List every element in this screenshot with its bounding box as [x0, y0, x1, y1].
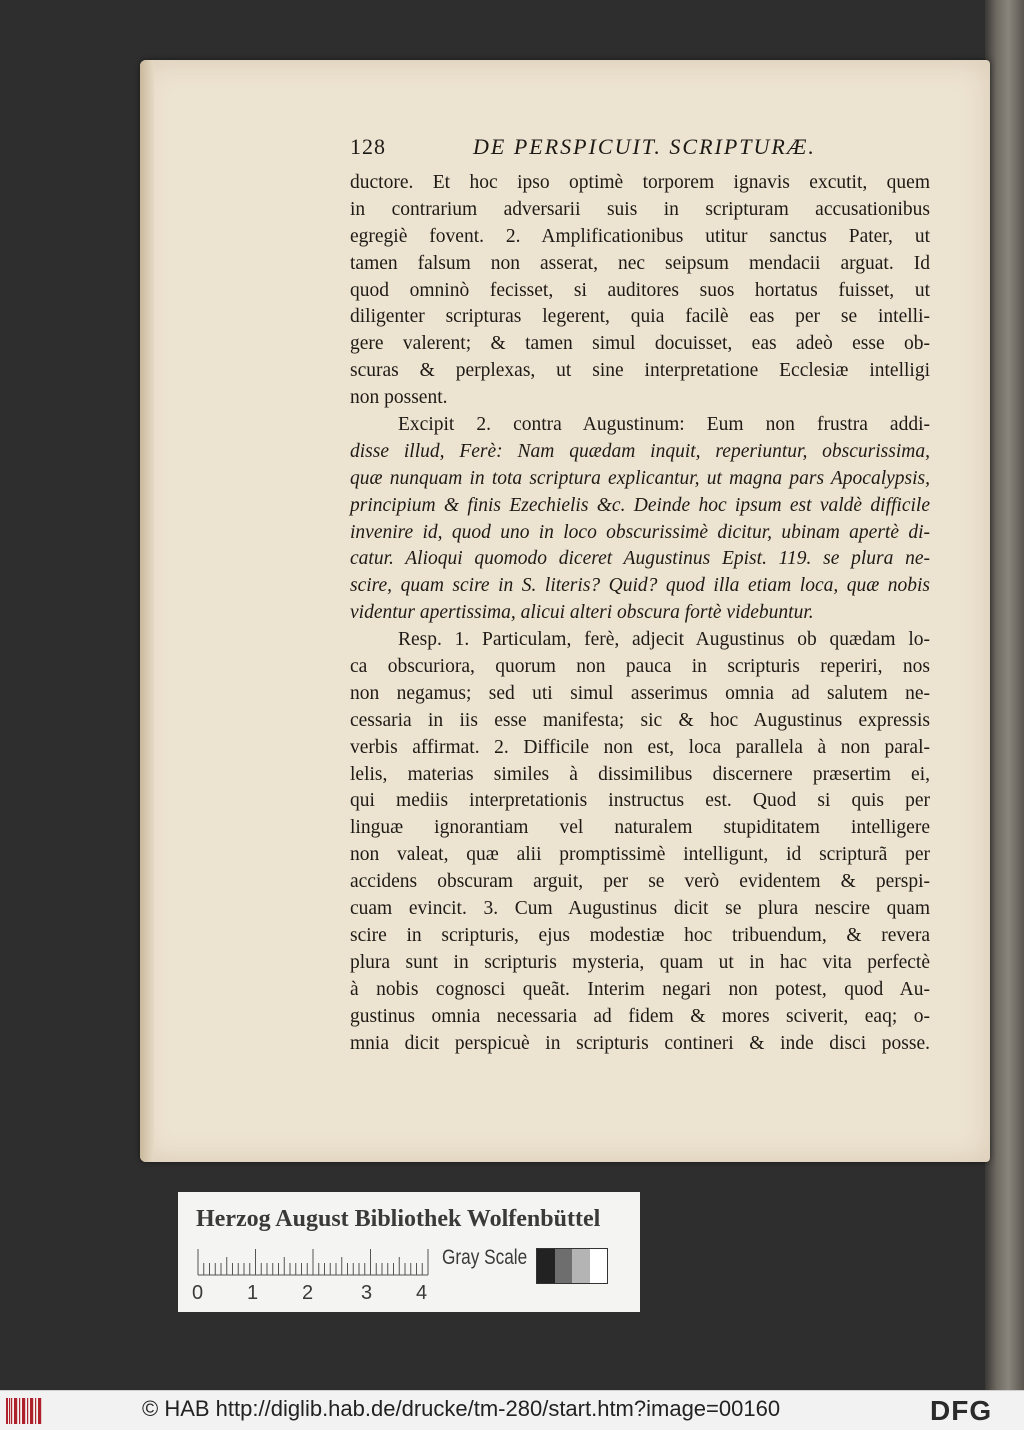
text-line: cessaria in iis esse manifesta; sic & hoc Augustinus expressis [350, 709, 930, 731]
text-line: qui mediis interpretationis instructus est. Quod si quis per [350, 790, 930, 812]
page-gutter [140, 60, 154, 1162]
barcode-bar [40, 1398, 41, 1424]
ruler-number: 1 [247, 1282, 259, 1304]
text-line: ca obscuriora, quorum non pauca in scripturis reperiri, nos [350, 656, 930, 678]
body-text [350, 170, 930, 1057]
barcode-bar [27, 1398, 28, 1424]
text-line: à nobis cognosci queãt. Interim negari non potest, quod Au- [350, 978, 930, 1000]
text-line: gere valerent; & tamen simul docuisset, eas adeò esse ob- [350, 333, 930, 355]
text-line: Resp. 1. Particulam, ferè, adjecit Augustinus ob quædam lo- [398, 629, 930, 651]
barcode-icon [6, 1398, 42, 1424]
text-line: scire, quam scire in S. literis? Quid? quod illa etiam loca, quæ nobis [350, 575, 930, 597]
ruler-number: 3 [361, 1282, 373, 1304]
text-line: catur. Alioqui quomodo diceret Augustinus Epist. 119. se plura ne- [350, 548, 930, 570]
gray-scale-label: Gray Scale [442, 1246, 528, 1269]
text-line: quod omninò fecisset, si auditores suos hortatus fuisset, ut [350, 279, 930, 301]
ruler-number: 4 [416, 1282, 428, 1304]
text-line: scuras & perplexas, ut sine interpretatione Ecclesiæ intelligi [350, 360, 930, 382]
dfg-logo: DFG [930, 1395, 993, 1426]
text-line: non possent. [350, 387, 448, 409]
page-number: 128 [350, 134, 386, 159]
text-line: quæ nunquam in tota scriptura explicantur, ut magna pars Apocalypsis, [350, 467, 930, 489]
barcode-bar [32, 1398, 33, 1424]
text-line: plura sunt in scripturis mysteria, quam ut in hac vita perfectè [350, 951, 930, 973]
barcode-bar [11, 1398, 12, 1424]
ruler-number: 2 [302, 1282, 314, 1304]
barcode-bar [19, 1398, 20, 1424]
footer-copyright-link[interactable]: © HAB http://diglib.hab.de/drucke/tm-280/start.htm?image=00160 [142, 1396, 781, 1421]
gray-swatch [555, 1249, 573, 1283]
barcode-bar [14, 1398, 16, 1424]
text-line: scire in scripturis, ejus modestiæ hoc tribuendum, & revera [350, 924, 930, 946]
text-line: non negamus; sed uti simul asserimus omnia ad salutem ne- [350, 682, 930, 704]
barcode-bar [24, 1398, 25, 1424]
gray-scale-swatches [536, 1248, 608, 1284]
text-line: invenire id, quod uno in loco obscurissimè dicitur, ubinam apertè di- [350, 521, 930, 543]
barcode-bar [35, 1398, 36, 1424]
text-line: videntur apertissima, alicui alteri obscura fortè videbuntur. [350, 602, 814, 624]
gray-swatch [537, 1249, 555, 1283]
running-head [350, 134, 850, 164]
library-label [178, 1192, 640, 1312]
text-line: in contrarium adversarii suis in scripturam accusationibus [350, 198, 930, 220]
text-line: diligenter scripturas legerent, quia facilè eas per se intelli- [350, 306, 930, 328]
gray-swatch [572, 1249, 590, 1283]
text-line: accidens obscuram arguit, per se verò evidentem & perspi- [350, 871, 930, 893]
running-title: DE PERSPICUIT. SCRIPTURÆ. [473, 134, 816, 159]
library-name: Herzog August Bibliothek Wolfenbüttel [196, 1206, 601, 1232]
footer-bar [0, 1390, 1024, 1430]
text-line: linguæ ignorantiam vel naturalem stupiditatem intelligere [350, 817, 930, 839]
text-line: tamen falsum non asserat, nec seipsum mendacii arguat. Id [350, 252, 930, 274]
text-line: non valeat, quæ alii promptissimè intelligunt, id scripturã per [350, 844, 930, 866]
text-line: disse illud, Ferè: Nam quædam inquit, reperiuntur, obscurissima, [350, 440, 930, 462]
text-line: Excipit 2. contra Augustinum: Eum non frustra addi- [398, 414, 930, 436]
barcode-bar [6, 1398, 8, 1424]
barcode-bar [9, 1398, 10, 1424]
text-line: verbis affirmat. 2. Difficile non est, loca parallela à non paral- [350, 736, 930, 758]
text-line: egregiè fovent. 2. Amplificationibus utitur sanctus Pater, ut [350, 225, 930, 247]
barcode-bar [16, 1398, 17, 1424]
text-line: lelis, materias similes à dissimilibus discernere præsertim ei, [350, 763, 930, 785]
text-line: gustinus omnia necessaria ad fidem & mores sciverit, eaq; o- [350, 1005, 930, 1027]
barcode-bar [30, 1398, 32, 1424]
gray-swatch [590, 1249, 608, 1283]
ruler-number: 0 [192, 1282, 204, 1304]
barcode-bar [22, 1398, 24, 1424]
text-line: mnia dicit perspicuè in scripturis contineri & inde disci posse. [350, 1032, 930, 1054]
text-line: cuam evincit. 3. Cum Augustinus dicit se plura nescire quam [350, 898, 930, 920]
text-line: ductore. Et hoc ipso optimè torporem ignavis excutit, quem [350, 172, 930, 193]
book-edge [985, 0, 1024, 1390]
ruler-scale [196, 1247, 436, 1277]
text-line: principium & finis Ezechielis &c. Deinde hoc ipsum est valdè difficile [350, 494, 930, 516]
barcode-bar [38, 1398, 40, 1424]
